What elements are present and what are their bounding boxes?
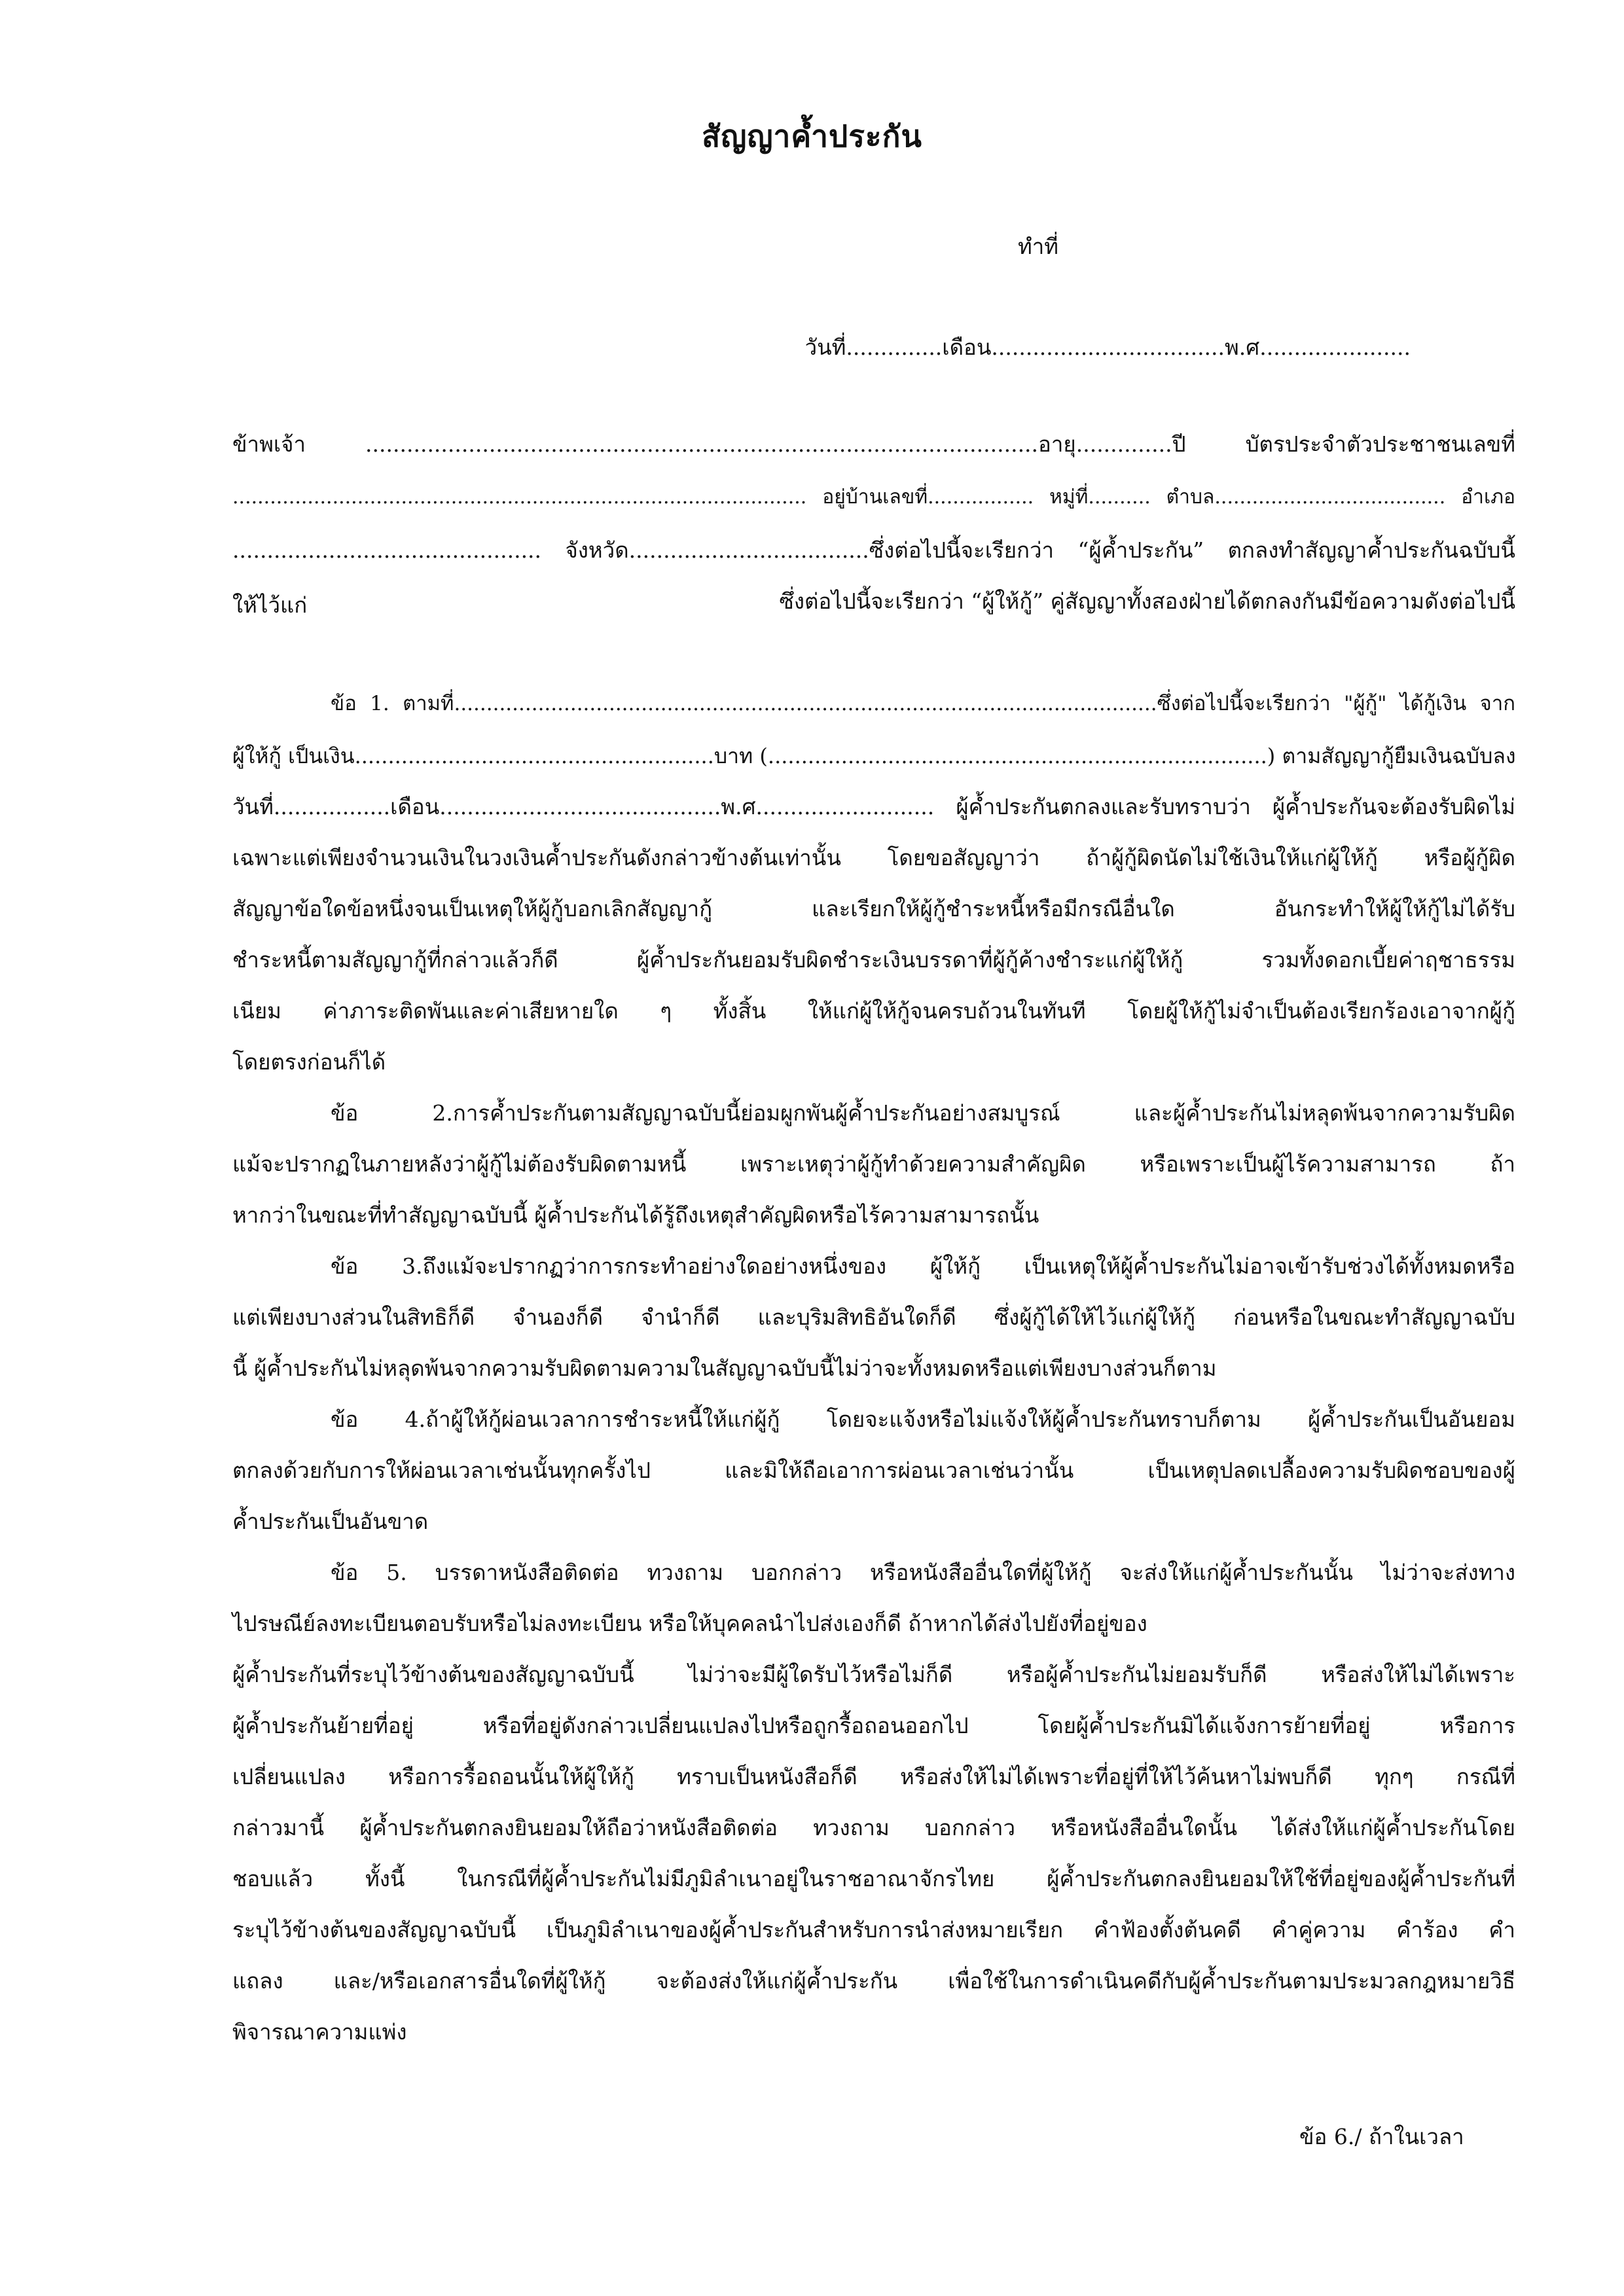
- party-line-3: ............................................. จังหวัด...................................ซึ่งต่อไปนี้จะเรียกว่า “ผู้ค้ำประกัน” ตกลงทำสัญญาค้ำประกันฉบับนี้: [232, 537, 1515, 563]
- clause-3-line-1: ข้อ 3.ถึงแม้จะปรากฏว่าการกระทำอย่างใดอย่างหนึ่งของ ผู้ให้กู้ เป็นเหตุให้ผู้ค้ำประกันไม่อาจเข้ารับช่วงได้ทั้งหมดหรือ: [331, 1253, 1515, 1279]
- clause-1-line-8: โดยตรงก่อนก็ได้: [232, 1049, 386, 1075]
- document-title: สัญญาค้ำประกัน: [702, 118, 922, 154]
- clause-5-line-7: ชอบแล้ว ทั้งนี้ ในกรณีที่ผู้ค้ำประกันไม่มีภูมิลำเนาอยู่ในราชอาณาจักรไทย ผู้ค้ำประกันตกลงยินยอมให้ใช้ที่อยู่ของผู้ค้ำประกันที่: [232, 1866, 1515, 1892]
- clause-5-line-6: กล่าวมานี้ ผู้ค้ำประกันตกลงยินยอมให้ถือว่าหนังสือติดต่อ ทวงถาม บอกกล่าว หรือหนังสืออื่นใดนั้น ได้ส่งให้แก่ผู้ค้ำประกันโดย: [232, 1815, 1515, 1840]
- clause-3-line-2: แต่เพียงบางส่วนในสิทธิก็ดี จำนองก็ดี จำนำก็ดี และบุริมสิทธิอันใดก็ดี ซึ่งผู้กู้ได้ให้ไว้แก่ผู้ให้กู้ ก่อนหรือในขณะทำสัญญาฉบับ: [232, 1304, 1515, 1330]
- party-line-1: ข้าพเจ้า ..................................................................................................อายุ..............ปี บัตรประจำตัวประชาชนเลขที่: [232, 431, 1515, 457]
- clause-5-line-3: ผู้ค้ำประกันที่ระบุไว้ข้างต้นของสัญญาฉบับนี้ ไม่ว่าจะมีผู้ใดรับไว้หรือไม่ก็ดี หรือผู้ค้ำประกันไม่ยอมรับก็ดี หรือส่งให้ไม่ได้เพราะ: [232, 1662, 1515, 1687]
- clause-5-line-10: พิจารณาความแพ่ง: [232, 2019, 407, 2045]
- clause-5-line-5: เปลี่ยนแปลง หรือการรื้อถอนนั้นให้ผู้ให้กู้ ทราบเป็นหนังสือก็ดี หรือส่งให้ไม่ได้เพราะที่อยู่ที่ให้ไว้ค้นหาไม่พบก็ดี ทุกๆ กรณีที่: [232, 1764, 1515, 1789]
- continuation-note: ข้อ 6./ ถ้าในเวลา: [1299, 2124, 1464, 2149]
- clause-5-line-9: แถลง และ/หรือเอกสารอื่นใดที่ผู้ให้กู้ จะต้องส่งให้แก่ผู้ค้ำประกัน เพื่อใช้ในการดำเนินคดีกับผู้ค้ำประกันตามประมวลกฎหมายวิธี: [232, 1968, 1515, 1994]
- party-line-2: ............................................................................................ อยู่บ้านเลขที่................. หมู่ที่.......... ตำบล..................................... อำเภอ: [232, 486, 1515, 509]
- clause-2-line-3: หากว่าในขณะที่ทำสัญญาฉบับนี้ ผู้ค้ำประกันได้รู้ถึงเหตุสำคัญผิดหรือไร้ความสามารถนั้น: [232, 1202, 1039, 1228]
- clause-4-line-2: ตกลงด้วยกับการให้ผ่อนเวลาเช่นนั้นทุกครั้งไป และมิให้ถือเอาการผ่อนเวลาเช่นว่านั้น เป็นเหตุปลดเปลื้องความรับผิดชอบของผู้: [232, 1458, 1515, 1483]
- clause-2-line-1: ข้อ 2.การค้ำประกันตามสัญญาฉบับนี้ย่อมผูกพันผู้ค้ำประกันอย่างสมบูรณ์ และผู้ค้ำประกันไม่หลุดพ้นจากความรับผิด: [331, 1100, 1515, 1126]
- clause-1-line-3: วันที่.................เดือน.........................................พ.ศ.......................... ผู้ค้ำประกันตกลงและรับทราบว่า ผู้ค้ำประกันจะต้องรับผิดไม่: [232, 794, 1515, 819]
- clause-5-line-8: ระบุไว้ข้างต้นของสัญญาฉบับนี้ เป็นภูมิลำเนาของผู้ค้ำประกันสำหรับการนำส่งหมายเรียก คำฟ้องตั้งต้นคดี คำคู่ความ คำร้อง คำ: [232, 1917, 1515, 1943]
- clause-4-line-3: ค้ำประกันเป็นอันขาด: [232, 1509, 429, 1534]
- clause-1-line-4: เฉพาะแต่เพียงจำนวนเงินในวงเงินค้ำประกันดังกล่าวข้างต้นเท่านั้น โดยขอสัญญาว่า ถ้าผู้กู้ผิดนัดไม่ใช้เงินให้แก่ผู้ให้กู้ หรือผู้กู้ผิด: [232, 845, 1515, 870]
- clause-1-line-7: เนียม ค่าภาระติดพันและค่าเสียหายใด ๆ ทั้งสิ้น ให้แก่ผู้ให้กู้จนครบถ้วนในทันที โดยผู้ให้กู้ไม่จำเป็นต้องเรียกร้องเอาจากผู้กู้: [232, 998, 1515, 1024]
- clause-5-line-4: ผู้ค้ำประกันย้ายที่อยู่ หรือที่อยู่ดังกล่าวเปลี่ยนแปลงไปหรือถูกรื้อถอนออกไป โดยผู้ค้ำประกันมิได้แจ้งการย้ายที่อยู่ หรือการ: [232, 1713, 1515, 1738]
- clause-1-line-2: ผู้ให้กู้ เป็นเงิน......................................................บาท (...........................................................................) ตามสัญญากู้ยืมเงินฉบับลง: [232, 744, 1516, 768]
- clause-3-line-3: นี้ ผู้ค้ำประกันไม่หลุดพ้นจากความรับผิดตามความในสัญญาฉบับนี้ไม่ว่าจะทั้งหมดหรือแต่เพียงบางส่วนก็ตาม: [232, 1355, 1217, 1381]
- clause-1-line-1: ข้อ 1. ตามที่.............................................................................................................ซึ่งต่อไปนี้จะเรียกว่า "ผู้กู้" ได้กู้เงิน จาก: [331, 692, 1515, 715]
- clause-4-line-1: ข้อ 4.ถ้าผู้ให้กู้ผ่อนเวลาการชำระหนี้ให้แก่ผู้กู้ โดยจะแจ้งหรือไม่แจ้งให้ผู้ค้ำประกันทราบก็ตาม ผู้ค้ำประกันเป็นอันยอม: [331, 1407, 1515, 1432]
- clause-5-line-2: ไปรษณีย์ลงทะเบียนตอบรับหรือไม่ลงทะเบียน หรือให้บุคคลนำไปส่งเองก็ดี ถ้าหากได้ส่งไปยังที่อยู่ของ: [232, 1611, 1147, 1636]
- clause-2-line-2: แม้จะปรากฏในภายหลังว่าผู้กู้ไม่ต้องรับผิดตามหนี้ เพราะเหตุว่าผู้กู้ทำด้วยความสำคัญผิด หรือเพราะเป็นผู้ไร้ความสามารถ ถ้า: [232, 1151, 1515, 1177]
- date-line: วันที่..............เดือน..................................พ.ศ......................: [804, 334, 1411, 360]
- clause-1-line-5: สัญญาข้อใดข้อหนึ่งจนเป็นเหตุให้ผู้กู้บอกเลิกสัญญากู้ และเรียกให้ผู้กู้ชำระหนี้หรือมีกรณีอื่นใด อันกระทำให้ผู้ให้กู้ไม่ได้รับ: [232, 896, 1515, 922]
- party-line-4-right: ซึ่งต่อไปนี้จะเรียกว่า “ผู้ให้กู้” คู่สัญญาทั้งสองฝ่ายได้ตกลงกันมีข้อความดังต่อไปนี้: [779, 588, 1515, 614]
- party-line-4-left: ให้ไว้แก่: [232, 592, 308, 618]
- place-label: ทำที่: [1018, 234, 1059, 259]
- clause-1-line-6: ชำระหนี้ตามสัญญากู้ที่กล่าวแล้วก็ดี ผู้ค้ำประกันยอมรับผิดชำระเงินบรรดาที่ผู้กู้ค้างชำระแก่ผู้ให้กู้ รวมทั้งดอกเบี้ยค่าฤชาธรรม: [232, 947, 1515, 973]
- clause-5-line-1: ข้อ 5. บรรดาหนังสือติดต่อ ทวงถาม บอกกล่าว หรือหนังสืออื่นใดที่ผู้ให้กู้ จะส่งให้แก่ผู้ค้ำประกันนั้น ไม่ว่าจะส่งทาง: [331, 1560, 1515, 1585]
